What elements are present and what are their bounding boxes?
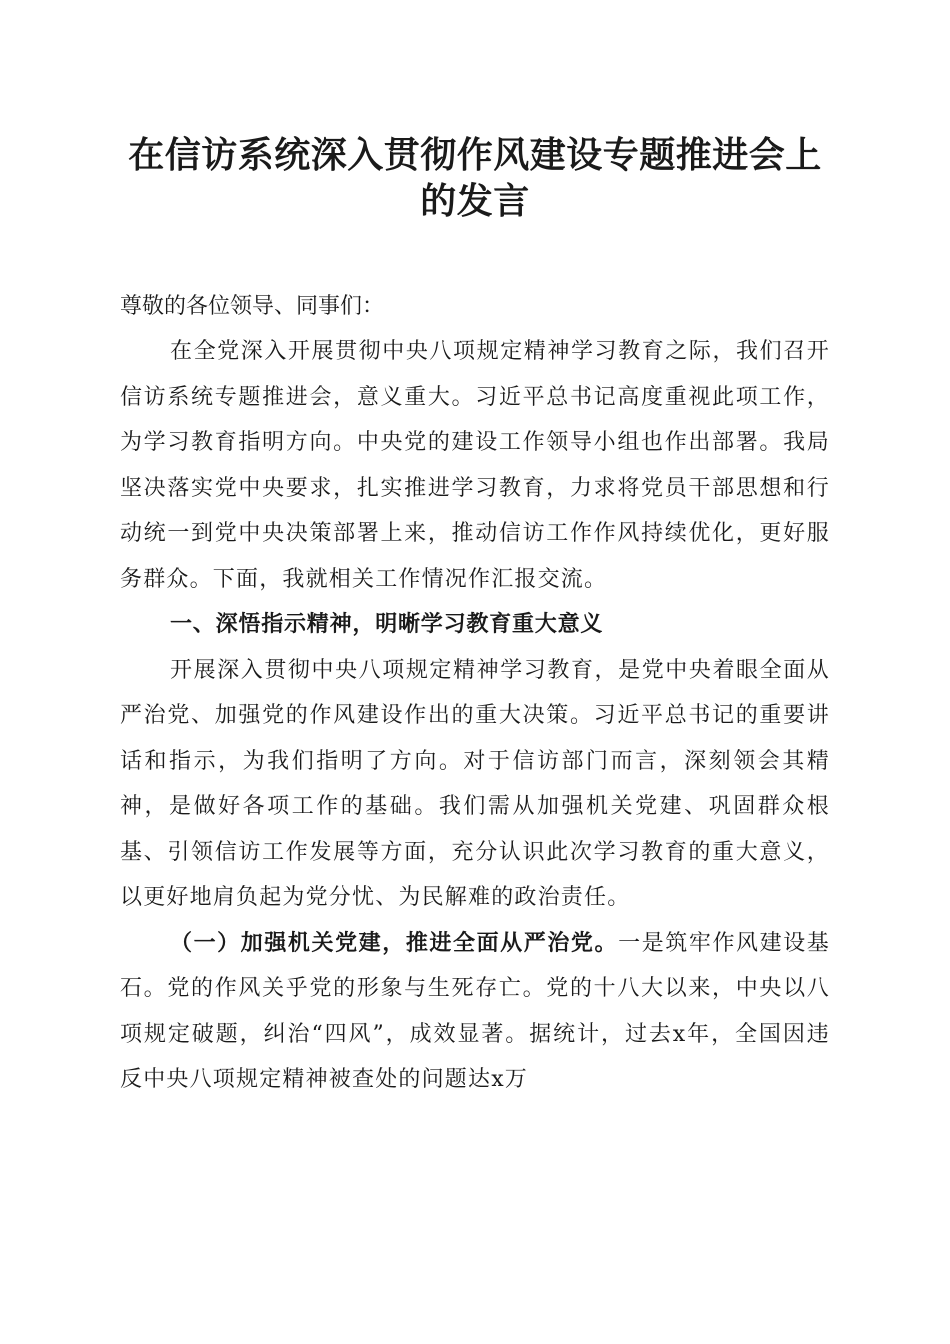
section-1-heading: 一、深悟指示精神，明晰学习教育重大意义 [170, 612, 604, 637]
subsection-1-body: 一是筑牢作风建设基石。党的作风关乎党的形象与生死存亡。党的十八大以来，中央以八项规定破题，纠治“四风”，成效显著。据统计，过去x年，全国因违反中央八项规定精神被查处的问题达x万 [120, 930, 830, 1092]
intro-paragraph: 在全党深入开展贯彻中央八项规定精神学习教育之际，我们召开信访系统专题推进会，意义重大。习近平总书记高度重视此项工作，为学习教育指明方向。中央党的建设工作领导小组也作出部署。我局坚决落实党中央要求，扎实推进学习教育，力求将党员干部思想和行动统一到党中央决策部署上来，推动信访工作作风持续优化，更好服务群众。下面，我就相关工作情况作汇报交流。 [120, 339, 830, 592]
document-title: 在信访系统深入贯彻作风建设专题推进会上的发言 [128, 134, 822, 222]
section-1-paragraph: 开展深入贯彻中央八项规定精神学习教育，是党中央着眼全面从严治党、加强党的作风建设作出的重大决策。习近平总书记的重要讲话和指示，为我们指明了方向。对于信访部门而言，深刻领会其精神，是做好各项工作的基础。我们需从加强机关党建、巩固群众根基、引领信访工作发展等方面，充分认识此次学习教育的重大意义，以更好地肩负起为党分忧、为民解难的政治责任。 [120, 657, 830, 910]
document-page [120, 132, 830, 1103]
subsection-1-paragraph [120, 921, 830, 1103]
subsection-1-lead: （一）加强机关党建，推进全面从严治党。 [170, 929, 619, 956]
salutation: 尊敬的各位领导、同事们： [120, 294, 385, 319]
